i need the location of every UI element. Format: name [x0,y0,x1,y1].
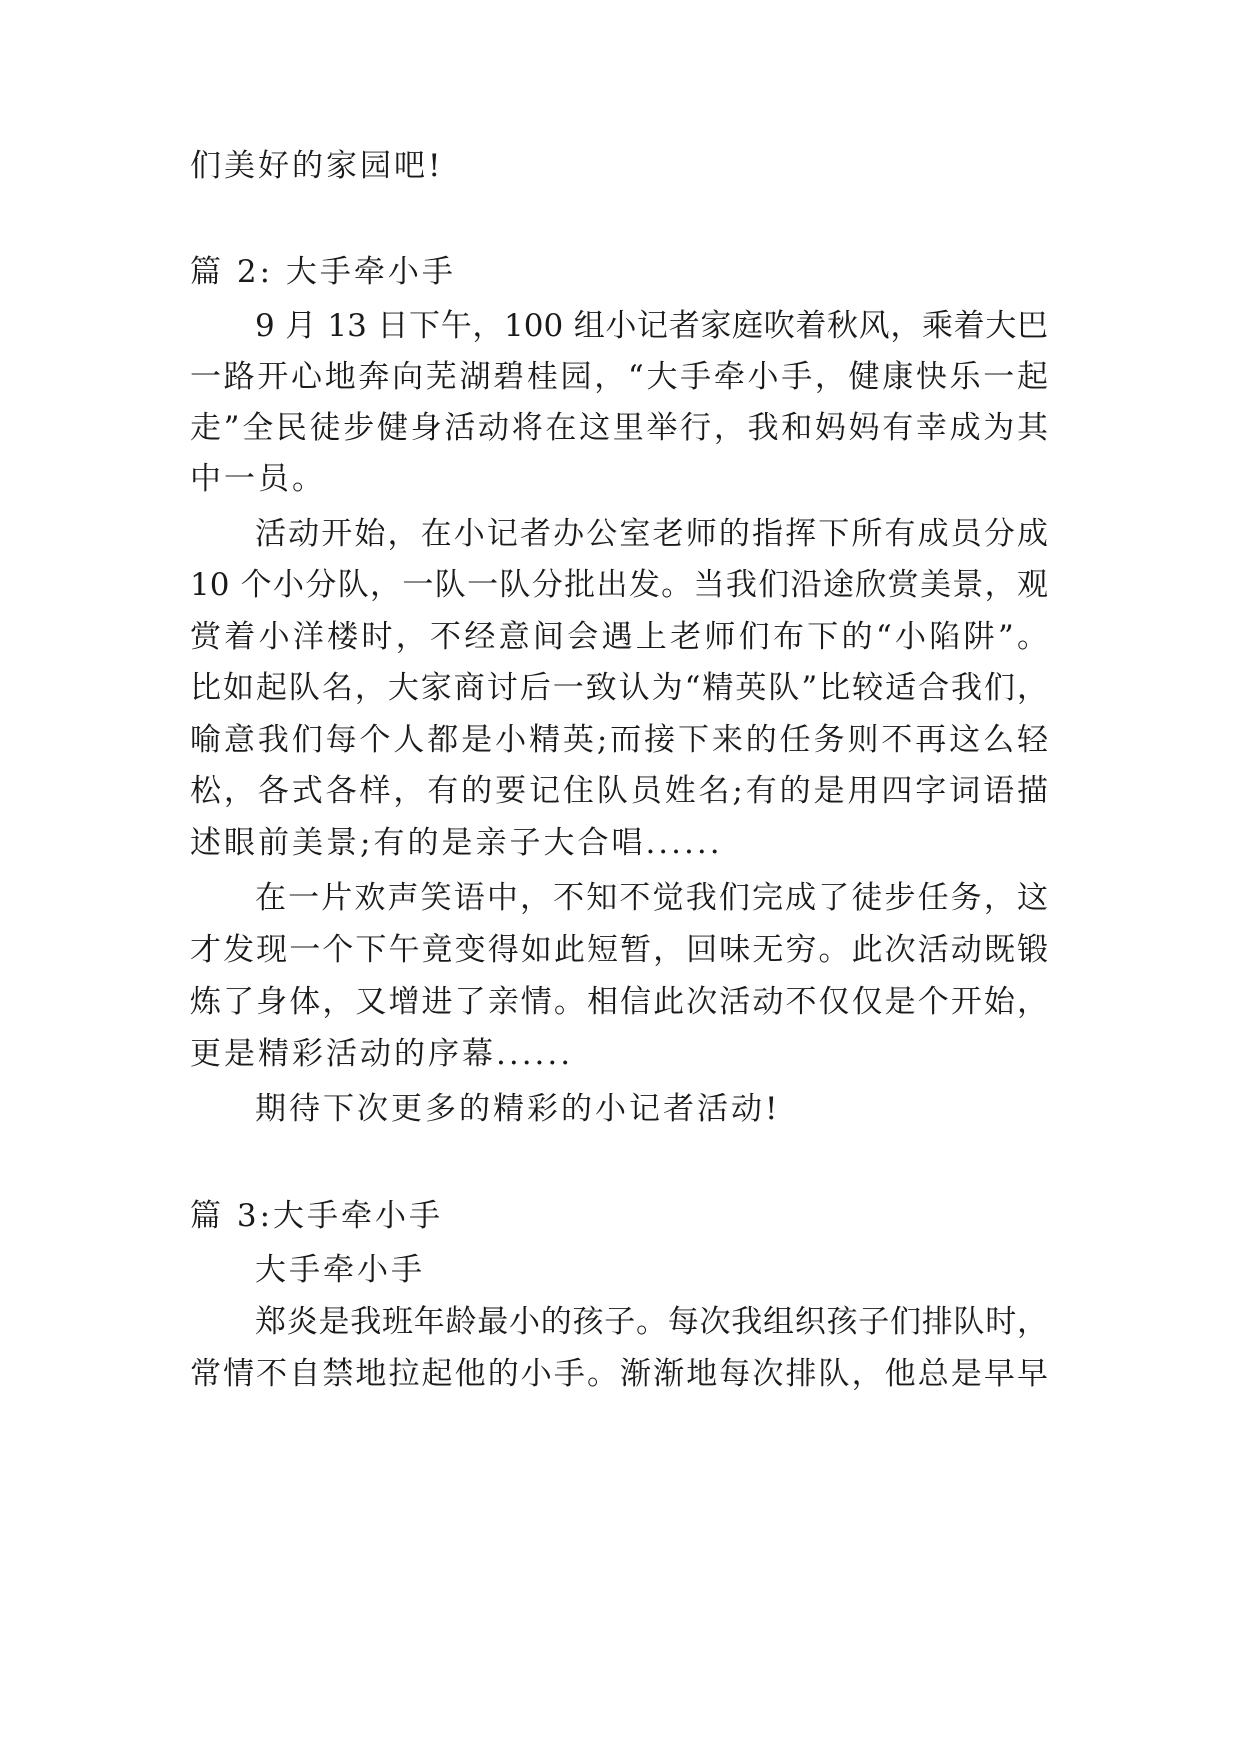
paragraph-line: 炼了身体，又增进了亲情。相信此次活动不仅仅是个开始， [190,984,1048,1020]
paragraph-line: 10 个小分队，一队一队分批出发。当我们沿途欣赏美景，观 [190,567,1048,603]
article-3-subtitle: 大手牵小手 [255,1252,425,1288]
paragraph-line: 述眼前美景;有的是亲子大合唱...... [190,825,723,861]
paragraph-line: 常情不自禁地拉起他的小手。渐渐地每次排队，他总是早早 [190,1356,1048,1392]
paragraph-line: 比如起队名，大家商讨后一致认为“精英队”比较适合我们， [190,670,1048,706]
paragraph-line: 走”全民徒步健身活动将在这里举行，我和妈妈有幸成为其 [190,410,1048,446]
paragraph-line: 9 月 13 日下午，100 组小记者家庭吹着秋风，乘着大巴 [255,308,1048,344]
paragraph-line: 才发现一个下午竟变得如此短暂，回味无穷。此次活动既锻 [190,932,1048,968]
article-2-heading: 篇 2: 大手牵小手 [190,254,456,290]
paragraph-line: 郑炎是我班年龄最小的孩子。每次我组织孩子们排队时， [255,1304,1048,1340]
paragraph-line: 一路开心地奔向芜湖碧桂园，“大手牵小手，健康快乐一起 [190,359,1048,395]
article-3-heading: 篇 3:大手牵小手 [190,1198,444,1234]
paragraph-line: 中一员。 [190,461,326,497]
paragraph-line: 活动开始，在小记者办公室老师的指挥下所有成员分成 [255,516,1048,552]
paragraph-line: 赏着小洋楼时，不经意间会遇上老师们布下的“小陷阱”。 [190,619,1048,655]
intro-closing-line: 们美好的家园吧! [190,148,444,184]
paragraph-line: 喻意我们每个人都是小精英;而接下来的任务则不再这么轻 [190,722,1048,758]
paragraph-line: 松，各式各样，有的要记住队员姓名;有的是用四字词语描 [190,773,1048,809]
paragraph-line: 期待下次更多的精彩的小记者活动! [255,1091,781,1127]
paragraph-line: 更是精彩活动的序幕...... [190,1036,574,1072]
paragraph-line: 在一片欢声笑语中，不知不觉我们完成了徒步任务，这 [255,880,1048,916]
